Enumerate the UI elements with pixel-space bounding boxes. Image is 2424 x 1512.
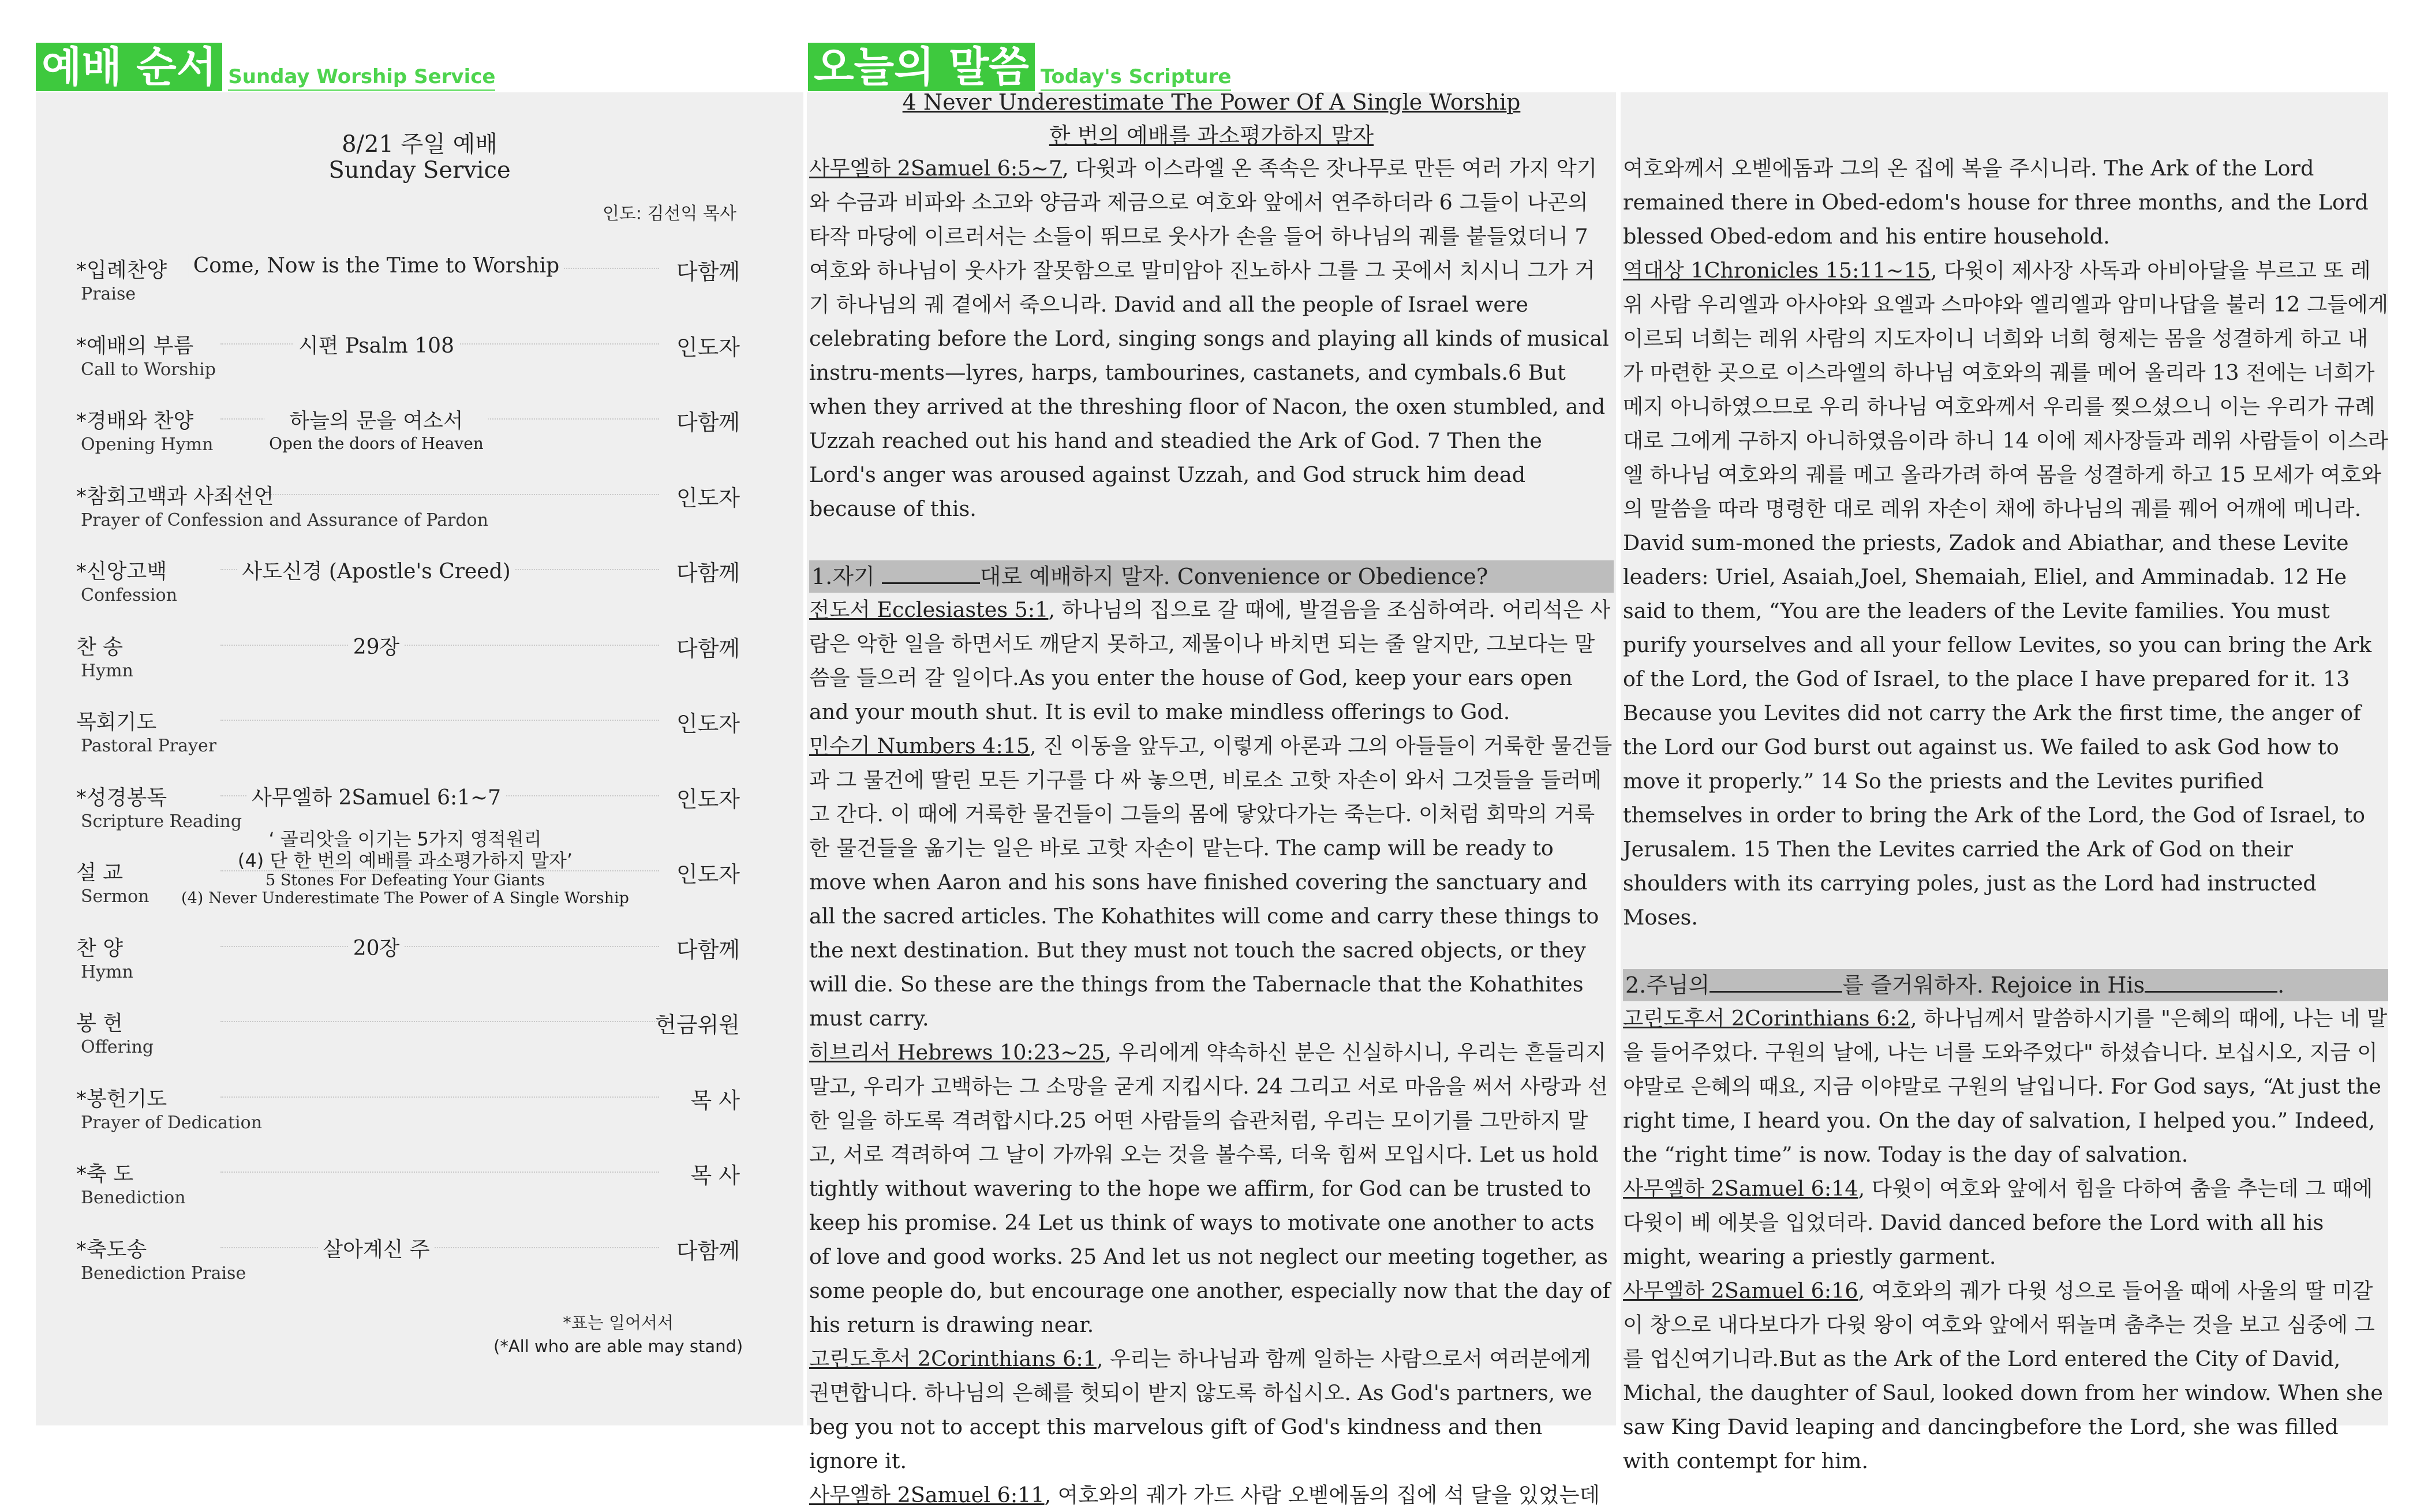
dotted-leader-line [220,645,659,646]
footnote-english: (*All who are able may stand) [493,1336,743,1356]
service-item-content-subtitle: Open the doors of Heaven [269,434,484,453]
scripture-text: , 진 이동을 앞두고, 이렇게 아론과 그의 아들들이 거룩한 물건들과 그 물건에 딸린 모든 기구를 다 싸 놓으면, 비로소 고핫 자손이 와서 그것들을 들러메고 간다. 이 때에 거룩한 물건들이 그들의 몸에 닿았다가는 죽는다. 이처럼 회막의 거룩한 물건들을 옮기는 일은 바로 고핫 자손이 맡는다. The camp will be ready to move when Aaron and his sons have finished covering the sanctuary and all the sacred articles. The Kohathites will come and carry these things to the next destination. But they must not touch the sacred objects, or they will die. So these are the things from the Tabernacle that the Kohathites must carry. [809,733,1613,1031]
service-item-leader: 다함께 [676,259,740,285]
sermon-point-1 [809,560,1614,593]
service-item-leader: 인도자 [676,862,740,887]
scripture-reference: 고린도후서 2Corinthians 6:1 [809,1346,1097,1371]
scripture-passage [1623,1274,2388,1478]
service-item-content-text: 하늘의 문을 여소서 [289,409,463,433]
dotted-leader-line [220,1247,659,1248]
scripture-passage [809,593,1614,729]
service-item-name: *신앙고백 [76,560,167,583]
scripture-reference: 전도서 Ecclesiastes 5:1 [809,597,1049,622]
service-item-english: Call to Worship [81,359,216,380]
scripture-passage [1623,1001,2388,1172]
service-item-content-text: 29장 [353,635,400,659]
scripture-text: , 여호와의 궤가 가드 사람 오벧에돔의 집에 석 달을 있었는데 [1044,1483,1600,1507]
service-item-english: Prayer of Dedication [81,1112,263,1133]
todays-scripture-subtitle: Today's Scripture [1041,65,1232,91]
order-of-service-header [36,43,495,91]
scripture-reference: 사무엘하 2Samuel 6:11 [809,1483,1045,1507]
scripture-text: , 다윗이 여호와 앞에서 힘을 다하여 춤을 추는데 그 때에 다윗이 베 에봇을 입었더라. David danced before the Lord with all his might, wearing a priestly garment. [1623,1176,2373,1269]
service-item-english: Benediction Praise [81,1263,246,1283]
service-item-leader: 인도자 [676,711,740,736]
service-item [76,932,740,995]
service-item-name: 찬 양 [76,936,123,960]
scripture-text-continued: 여호와께서 오벧에돔과 그의 온 집에 복을 주시니라. The Ark of the Lord remained there in Obed-edom's house for three months, and the Lord blessed Obed-edom and his entire household. [1623,156,2369,249]
service-item-name: *경배와 찬양 [76,409,194,433]
service-date: 8/21 주일 예배 [342,131,497,158]
todays-scripture-title: 오늘의 말씀 [808,43,1035,91]
service-item-content-text: 사도신경 (Apostle's Creed) [242,560,511,583]
service-item-leader: 목 사 [690,1087,740,1113]
point-1-text: 대로 예배하지 말자. Convenience or Obedience? [979,564,1488,589]
service-item-english: Hymn [81,961,133,982]
service-item-name: *예배의 부름 [76,334,194,358]
scripture-passage [1623,253,2388,934]
service-item [76,1083,740,1146]
service-item-content [247,781,506,811]
scripture-text: , 우리는 하나님과 함께 일하는 사람으로서 여러분에게 권면합니다. 하나님의 은혜를 헛되이 받지 않도록 하십시오. As God's partners, we beg you not to accept this marvelous gift of God's kindness and then ignore it. [809,1346,1592,1473]
scripture-title-korean: 한 번의 예배를 과소평가하지 말자 [1049,123,1374,148]
todays-scripture-header [808,43,1231,91]
point-1-blank [882,564,980,584]
service-item-content [189,254,564,278]
scripture-text: , 여호와의 궤가 다윗 성으로 들어올 때에 사울의 딸 미갈이 창으로 내다보다가 다윗 왕이 여호와 앞에서 뛰놀며 춤추는 것을 보고 심중에 그를 업신여기니라.But as the Ark of the Lord entered the City of David, Michal, the daughter of Saul, looked down from her window. When she saw King David leaping and dancingbefore the Lord, she was filled with contempt for him. [1623,1278,2383,1473]
service-item-content-text: 살아계신 주 [323,1237,430,1262]
service-item [76,405,740,468]
scripture-text: , 우리에게 약속하신 분은 신실하시니, 우리는 흔들리지 말고, 우리가 고백하는 그 소망을 굳게 지킵시다. 24 그리고 서로 마음을 써서 사랑과 선한 일을 하도록 격려합시다.25 어떤 사람들의 습관처럼, 우리는 모이기를 그만하지 말고, 서로 격려하여 그 날이 가까워 오는 것을 볼수록, 더욱 힘써 모입시다. Let us hold tightly without wavering to the hope we affirm, for God can be trusted to keep his promise. 24 Let us think of ways to motivate one another to acts of love and good works. 25 And let us not neglect our meeting together, as some people do, but encourage one another, especially now that the day of his return is drawing near. [809,1040,1611,1337]
scripture-reference: 히브리서 Hebrews 10:23~25 [809,1040,1105,1065]
scripture-passage [809,729,1614,1035]
scripture-text: , 다윗이 제사장 사독과 아비아달을 부르고 또 레위 사람 우리엘과 아사야와 요엘과 스마야와 엘리엘과 암미나답을 불러 12 그들에게 이르되 너희는 레위 사람의 지도자이니 너희와 너희 형제는 몸을 성결하게 하고 내가 마련한 곳으로 이스라엘의 하나님 여호와의 궤를 메어 올리라 13 전에는 너희가 메지 아니하였으므로 우리 하나님 여호와께서 우리를 찢으셨으니 이는 우리가 규례대로 그에게 구하지 아니하였음이라 하니 14 이에 제사장들과 레위 사람들이 이스라엘 하나님 여호와의 궤를 메고 올라가려 하여 몸을 성결하게 하고 15 모세가 여호와의 말씀을 따라 명령한 대로 레위 자손이 채에 하나님의 궤를 꿰어 어깨에 메니라. David sum-moned the priests, Zadok and Abiathar, and these Levite leaders: Uriel, Asaiah,Joel, Shemaiah, Eliel, and Amminadab. 12 He said to them, “You are the leaders of the Levite families. You must purify yourselves and all your fellow Levites, so you can bring the Ark of the Lord, the God of Israel, to the place I have prepared for it. 13 Because you Levites did not carry the Ark the first time, the anger of the Lord our God burst out against us. We failed to ask God how to move it properly.” 14 So the priests and the Levites purified themselves in order to bring the Ark of the Lord, the God of Israel, to Jerusalem. 15 Then the Levites carried the Ark of God on their shoulders with its carrying poles, just as the Lord had instructed Moses. [1623,258,2389,930]
order-of-service-subtitle: Sunday Worship Service [228,65,495,91]
dotted-leader-line [220,946,659,947]
sermon-title [181,829,629,907]
service-item-name: 목회기도 [76,710,157,734]
service-item-name: *참회고백과 사죄선언 [76,484,274,508]
officiant: 인도: 김선익 목사 [602,204,736,224]
service-item-english: Hymn [81,660,133,681]
scripture-reference: 사무엘하 2Samuel 6:5~7 [809,156,1063,181]
service-item-leader: 다함께 [676,1238,740,1264]
service-name: Sunday Service [328,157,511,184]
sermon-point-2 [1623,969,2388,1001]
service-item [76,330,740,393]
point-2-blank-2 [2145,972,2277,993]
service-item-name: *축도송 [76,1237,147,1262]
dotted-leader-line [220,720,659,721]
service-item-name: *봉헌기도 [76,1087,167,1111]
service-item-leader: 헌금위원 [655,1012,740,1038]
scripture-reference: 역대상 1Chronicles 15:11~15 [1623,258,1931,283]
scripture-column-middle [809,151,1614,1512]
scripture-column-right [1623,151,2388,1478]
service-item-name: *축 도 [76,1162,133,1186]
dotted-leader-line [220,1021,659,1022]
order-of-service-title: 예배 순서 [36,43,222,91]
service-item-name: 찬 송 [76,635,123,659]
service-item-leader: 다함께 [676,937,740,963]
scripture-passage [809,151,1614,526]
dotted-leader-line [220,1096,659,1098]
service-item-leader: 다함께 [676,410,740,435]
service-item-name: *성경봉독 [76,785,167,810]
point-2-label: 2.주님의 [1625,972,1710,998]
service-item-english: Confession [81,585,177,605]
service-item-content [264,405,488,453]
service-item-content [349,631,405,660]
sermon-title-line1: ‘ 골리앗을 이기는 5가지 영적원리 [268,828,542,850]
service-item [76,1233,740,1297]
sermon-title-line4: (4) Never Underestimate The Power of A Single Worship [181,889,629,907]
service-item-leader: 인도자 [676,485,740,511]
service-item-leader: 인도자 [676,334,740,360]
service-item-content-text: 20장 [353,936,400,960]
scripture-reference: 사무엘하 2Samuel 6:14 [1623,1176,1858,1201]
dotted-leader-line [220,1172,659,1173]
service-item-content-text: Come, Now is the Time to Worship [193,254,560,278]
service-item [76,1007,740,1071]
scripture-passage [809,1035,1614,1342]
service-item [76,480,740,544]
service-item-english: Praise [81,284,136,304]
service-item-english: Sermon [81,886,149,907]
scripture-reference: 사무엘하 2Samuel 6:16 [1623,1278,1858,1303]
service-item-name: 봉 헌 [76,1012,123,1035]
standing-footnote [493,1311,743,1358]
service-item [76,631,740,694]
scripture-text: , 하나님의 집으로 갈 때에, 발걸음을 조심하여라. 어리석은 사람은 악한 일을 하면서도 깨닫지 못하고, 제물이나 바치면 되는 줄 알지만, 그보다는 말씀을 들으러 갈 일이다.As you enter the house of God, keep your ears open and your mouth shut. It is evil to make mindless offerings to God. [809,597,1611,724]
scripture-reference: 고린도후서 2Corinthians 6:2 [1623,1006,1910,1031]
point-1-label: 1.자기 [811,564,875,589]
service-item-leader: 목 사 [690,1163,740,1188]
point-2-text: 를 즐거워하자. Rejoice in His [1842,972,2145,998]
service-item-english: Opening Hymn [81,435,214,455]
scripture-text: , 하나님께서 말씀하시기를 "은혜의 때에, 나는 네 말을 들어주었다. 구원의 날에, 나는 너를 도와주었다" 하셨습니다. 보십시오, 지금 이야말로 은혜의 때요, 지금 이야말로 구원의 날입니다. For God says, “At just the right time, I heard you. On the day of salvation, I helped you.” Indeed, the “right time” is now. Today is the day of salvation. [1623,1006,2388,1167]
scripture-title [807,85,1616,152]
service-item-leader: 인도자 [676,786,740,812]
scripture-title-english: 4 Never Underestimate The Power Of A Single Worship [902,89,1521,115]
scripture-reference: 민수기 Numbers 4:15 [809,733,1030,758]
point-2-blank-1 [1709,972,1842,993]
sermon-title-line2: (4) 단 한 번의 예배를 과소평가하지 말자’ [237,849,573,871]
service-item [76,706,740,769]
scripture-passage [809,1342,1614,1478]
service-item-english: Offering [81,1037,154,1057]
service-item [76,555,740,619]
service-item-content-text: 사무엘하 2Samuel 6:1~7 [251,785,502,810]
sermon-title-line3: 5 Stones For Defeating Your Giants [265,871,545,889]
scripture-passage [1623,1172,2388,1274]
service-item [76,254,740,317]
service-item-content-text: 시편 Psalm 108 [298,334,454,358]
service-item-content [318,1233,434,1263]
service-item-english: Pastoral Prayer [81,736,217,756]
service-item-content [294,330,459,359]
service-item-english: Benediction [81,1188,186,1208]
service-item-name: *입례찬양 [76,259,167,282]
point-2-end: . [2277,972,2285,998]
service-item-name: 설 교 [76,861,123,885]
service-item-english: Prayer of Confession and Assurance of Pardon [81,510,488,530]
footnote-korean: *표는 일어서서 [563,1313,674,1333]
service-item-content [237,555,515,585]
scripture-text: , 다윗과 이스라엘 온 족속은 잣나무로 만든 여러 가지 악기와 수금과 비파와 소고와 양금과 제금으로 여호와 앞에서 연주하더라 6 그들이 나곤의 타작 마당에 이르러서는 소들이 뛰므로 웃사가 손을 들어 하나님의 궤를 붙들었더니 7 여호와 하나님이 웃사가 잘못함으로 말미암아 진노하사 그를 그 곳에서 치시니 그가 거기 하나님의 궤 곁에서 죽으니라. David and all the people of Israel were celebrating before the Lord, singing songs and playing all kinds of musical instru-ments—lyres, harps, tambourines, castanets, and cymbals.6 But when they arrived at the threshing floor of Nacon, the oxen stumbled, and Uzzah reached out his hand and steadied the Ark of God. 7 Then the Lord's anger was aroused against Uzzah, and God struck him dead because of this. [809,156,1609,521]
service-item [76,1158,740,1221]
scripture-passage [809,1478,1614,1512]
service-item-content [349,932,405,961]
dotted-leader-line [220,494,659,495]
service-item-leader: 다함께 [676,635,740,661]
service-item-leader: 다함께 [676,560,740,586]
service-item-english: Scripture Reading [81,811,242,832]
